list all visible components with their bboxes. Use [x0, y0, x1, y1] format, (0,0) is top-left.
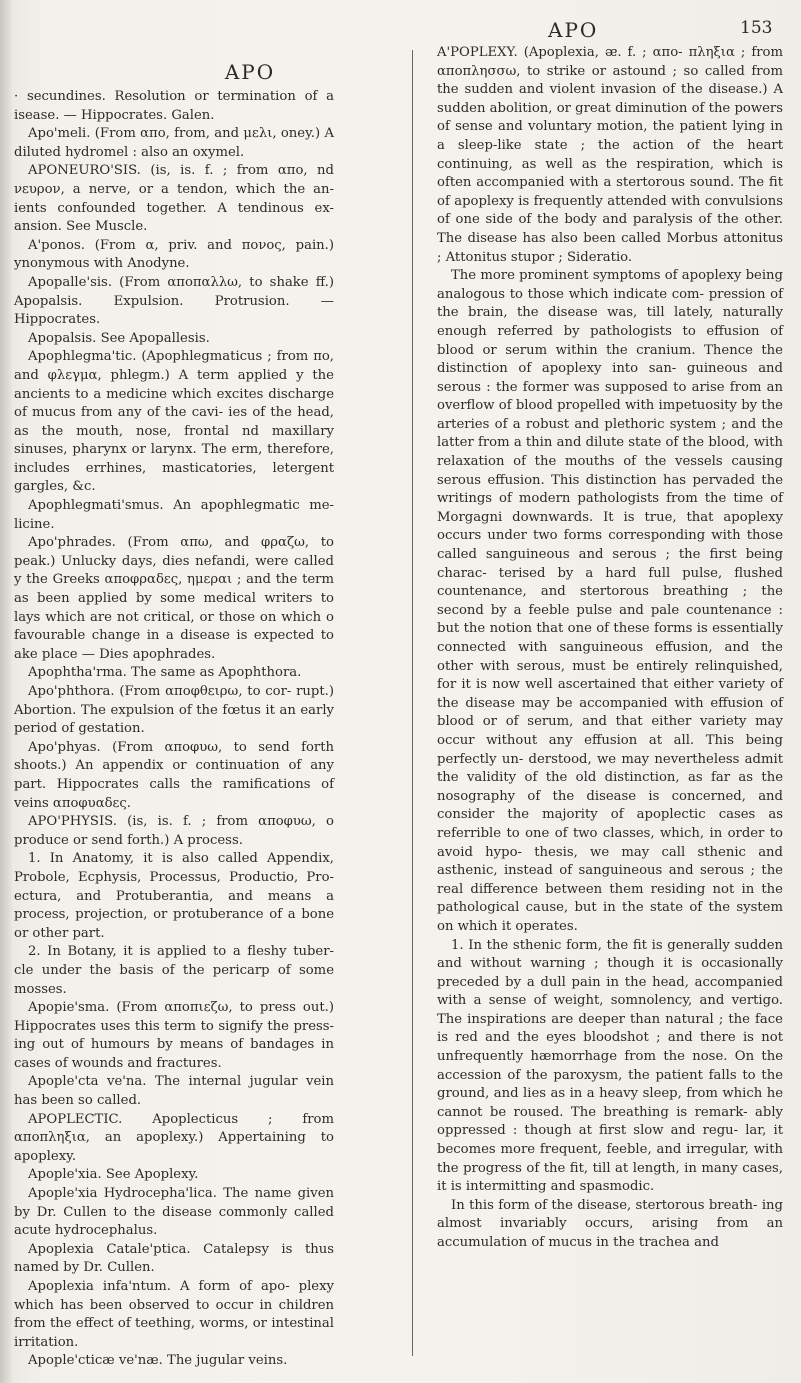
entry-paragraph: The more prominent symptoms of apoplexy being analogous to those which indicate com- pression of the brain, the disease was, till lately, naturally enough referred by pathologists to effusion of blood or serum within the cranium. Thence the distinction of apoplexy into san- guineous and serous : the former was supposed to arise from an overflow of blood propelled with impetuosity by the arteries of a robust and plethoric system ; and the latter from a thin and dilute state of the blood, with relaxation of the mouths of the vessels causing serous effusion. This distinction has pervaded the writings of modern pathologists from the time of Morgagni downwards. It is true, that apoplexy occurs under two forms corresponding with those called sanguineous and serous ; the first being charac- terised by a hard full pulse, flushed countenance, and stertorous breathing ; the second by a feeble pulse and pale countenance : but the notion that one of these forms is essentially connected with sanguineous effusion, and the other with serous, must be entirely relinquished, for it is now well ascertained that either variety of the disease may be accompanied with effusion of blood or of serum, and that either variety may occur without any effusion at all. This being perfectly un- derstood, we may nevertheless admit the validity of the old distinction, as far as the nosography of the disease is concerned, and consider the majority of apoplectic cases as referrible to one of two classes, which, in order to avoid hypo- thesis, we may call sthenic and asthenic, instead of sanguineous and serous ; the real difference between them residing not in the pathological cause, but in the state of the system on which it operates.: [437, 268, 783, 934]
entry-paragraph: Apophlegma'tic. (Apophlegmaticus ; from πο, and φλεγμα, phlegm.) A term applied y the ancients to a medicine which excites discharge of mucus from any of the cavi- ies of the head, as the mouth, nose, frontal nd maxillary sinuses, pharynx or larynx. The erm, therefore, includes errhines, masticatories, letergent gargles, &c.: [14, 349, 334, 495]
entry-paragraph: Apophlegmati'smus. An apophlegmatic me- licine.: [14, 498, 334, 532]
entry-paragraph: Apople'xia Hydrocepha'lica. The name given by Dr. Cullen to the disease commonly called acute hydrocephalus.: [14, 1186, 334, 1239]
right-column: [437, 44, 783, 1253]
entry-paragraph: Apopie'sma. (From αποπιεζω, to press out.) Hippocrates uses this term to signify the press- ing out of humours by means of bandages in cases of wounds and fractures.: [14, 1000, 334, 1071]
entry-paragraph: 1. In the sthenic form, the fit is generally sudden and without warning ; though it is occasionally preceded by a dull pain in the head, accompanied with a sense of weight, somnolency, and vertigo. The inspirations are deeper than natural ; the face is red and the eyes bloodshot ; and there is not unfrequently hæmorrhage from the nose. On the accession of the paroxysm, the patient falls to the ground, and lies as in a heavy sleep, from which he cannot be roused. The breathing is remark- ably oppressed : though at first slow and regu- lar, it becomes more frequent, feeble, and irregular, with the progress of the fit, till at length, in many cases, it is intermitting and spasmodic.: [437, 937, 783, 1195]
entry-paragraph: Apophtha'rma. The same as Apophthora.: [28, 665, 302, 681]
entry-paragraph: APONEURO'SIS. (is, is. f. ; from απο, nd νευρον, a nerve, or a tendon, which the an- ients confounded together. A tendinous ex- ansion. See Muscle.: [14, 163, 334, 235]
entry-paragraph: Apopalle'sis. (From αποπαλλω, to shake ff.) Apopalsis. Expulsion. Protrusion. — Hippocrates.: [14, 274, 334, 328]
entry-paragraph: Apoplexia infa'ntum. A form of apo- plexy which has been observed to occur in children from the effect of teething, worms, or intestinal irritation.: [14, 1279, 334, 1350]
entry-paragraph: Apo'meli. (From απο, from, and μελι, oney.) A diluted hydromel : also an oxymel.: [14, 126, 334, 160]
entry-paragraph: A'ponos. (From α, priv. and πονος, pain.) ynonymous with Anodyne.: [14, 237, 334, 272]
entry-paragraph: Apo'phyas. (From αποφυω, to send forth shoots.) An appendix or continuation of any part. Hippocrates calls the ramifications of veins αποφυαδες.: [14, 739, 334, 811]
entry-paragraph: APOPLECTIC. Apoplecticus ; from αποπληξια, an apoplexy.) Appertaining to apoplexy.: [14, 1111, 334, 1164]
entry-paragraph: Apople'cta ve'na. The internal jugular vein has been so called.: [14, 1074, 334, 1109]
left-column: [14, 88, 334, 1371]
column-divider: [412, 50, 413, 1356]
running-head-left: APO: [224, 60, 276, 84]
entry-paragraph: Apople'xia. See Apoplexy.: [28, 1167, 199, 1183]
page-number: 153: [740, 18, 773, 38]
page-gutter: [0, 0, 12, 1383]
running-head-right: APO: [548, 18, 599, 42]
entry-paragraph: Apo'phrades. (From απω, and φραζω, to peak.) Unlucky days, dies nefandi, were called y the Greeks αποφραδες, ημεραι ; and the term as been applied by some medical writers to lays which are not critical, or those on which o favourable change in a disease is expected to ake place — Dies apophrades.: [14, 535, 334, 662]
entry-paragraph: Apople'cticæ ve'næ. The jugular veins.: [28, 1353, 288, 1369]
entry-paragraph: A'POPLEXY. (Apoplexia, ᴂ. f. ; απο- πληξια ; from αποπλησσω, to strike or astound ; so called from the sudden and violent invasion of the disease.) A sudden abolition, or great diminution of the powers of sense and voluntary motion, the patient lying in a sleep-like state ; the action of the heart continuing, as well as the respiration, which is often accompanied with a stertorous sound. The fit of apoplexy is frequently attended with convulsions of one side of the body and paralysis of the other. The disease has also been called Morbus attonitus ; Attonitus stupor ; Sideratio.: [437, 45, 783, 265]
entry-paragraph: APO'PHYSIS. (is, is. f. ; from αποφυω, o produce or send forth.) A process.: [14, 814, 334, 848]
entry-paragraph: Apoplexia Catale'ptica. Catalepsy is thus named by Dr. Cullen.: [14, 1241, 334, 1276]
entry-paragraph: 2. In Botany, it is applied to a fleshy tuber- cle under the basis of the pericarp of some mosses.: [14, 944, 334, 997]
entry-paragraph: · secundines. Resolution or termination of a isease. — Hippocrates. Galen.: [14, 89, 334, 123]
entry-paragraph: Apopalsis. See Apopallesis.: [28, 330, 210, 346]
entry-paragraph: In this form of the disease, stertorous breath- ing almost invariably occurs, arising from an accumulation of mucus in the trachea and: [437, 1197, 783, 1250]
entry-paragraph: Apo'phthora. (From αποφθειρω, to cor- rupt.) Abortion. The expulsion of the fœtus it an early period of gestation.: [14, 684, 334, 737]
entry-paragraph: 1. In Anatomy, it is also called Appendix, Probole, Ecphysis, Processus, Productio, Pro- ectura, and Protuberantia, and means a process, projection, or protuberance of a bone or other part.: [14, 851, 334, 941]
